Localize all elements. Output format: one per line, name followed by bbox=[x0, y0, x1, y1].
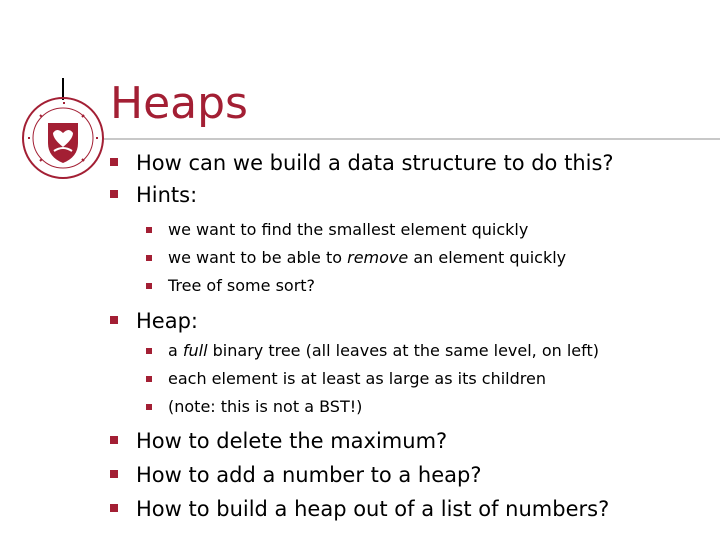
bullet-text: How to delete the maximum? bbox=[136, 429, 448, 453]
bullet-marker bbox=[110, 190, 118, 198]
sub-bullet-item bbox=[146, 248, 566, 268]
bullet-text: How can we build a data structure to do this? bbox=[136, 151, 614, 175]
bullet-item bbox=[110, 308, 198, 334]
bullet-marker bbox=[110, 316, 118, 324]
bullet-marker bbox=[110, 470, 118, 478]
bullet-marker bbox=[110, 436, 118, 444]
emphasis-text: remove bbox=[347, 248, 409, 267]
bullet-marker bbox=[146, 283, 152, 289]
bullet-text: we want to be able to bbox=[168, 248, 348, 267]
bullet-text: binary tree (all leaves at the same level, on left) bbox=[207, 341, 600, 360]
slide-title: Heaps bbox=[110, 78, 248, 129]
bullet-marker bbox=[110, 158, 118, 166]
bullet-item bbox=[110, 462, 482, 488]
bullet-text: Hints: bbox=[136, 183, 198, 207]
bullet-marker bbox=[146, 348, 152, 354]
sub-bullet-item bbox=[146, 369, 546, 389]
bullet-item bbox=[110, 182, 197, 208]
bullet-text: How to build a heap out of a list of numbers? bbox=[136, 497, 610, 521]
bullet-text: a bbox=[168, 341, 183, 360]
emphasis-text: full bbox=[182, 341, 208, 360]
bullet-item bbox=[110, 496, 609, 522]
bullet-item bbox=[110, 150, 614, 176]
bullet-text: we want to find the smallest element quickly bbox=[168, 220, 529, 239]
bullet-marker bbox=[146, 404, 152, 410]
bullet-text: Heap: bbox=[136, 309, 198, 333]
bullet-marker bbox=[146, 227, 152, 233]
bullet-text: each element is at least as large as its children bbox=[168, 369, 546, 388]
bullet-marker bbox=[146, 376, 152, 382]
bullet-item bbox=[110, 428, 447, 454]
bullet-text: an element quickly bbox=[408, 248, 567, 267]
sub-bullet-item bbox=[146, 276, 315, 296]
sub-bullet-item bbox=[146, 341, 599, 361]
bullet-marker bbox=[146, 255, 152, 261]
sub-bullet-item bbox=[146, 397, 362, 417]
bullet-text: (note: this is not a BST!) bbox=[168, 397, 363, 416]
sub-bullet-item bbox=[146, 220, 528, 240]
bullet-marker bbox=[110, 504, 118, 512]
bullet-text: Tree of some sort? bbox=[168, 276, 316, 295]
bullet-text: How to add a number to a heap? bbox=[136, 463, 482, 487]
